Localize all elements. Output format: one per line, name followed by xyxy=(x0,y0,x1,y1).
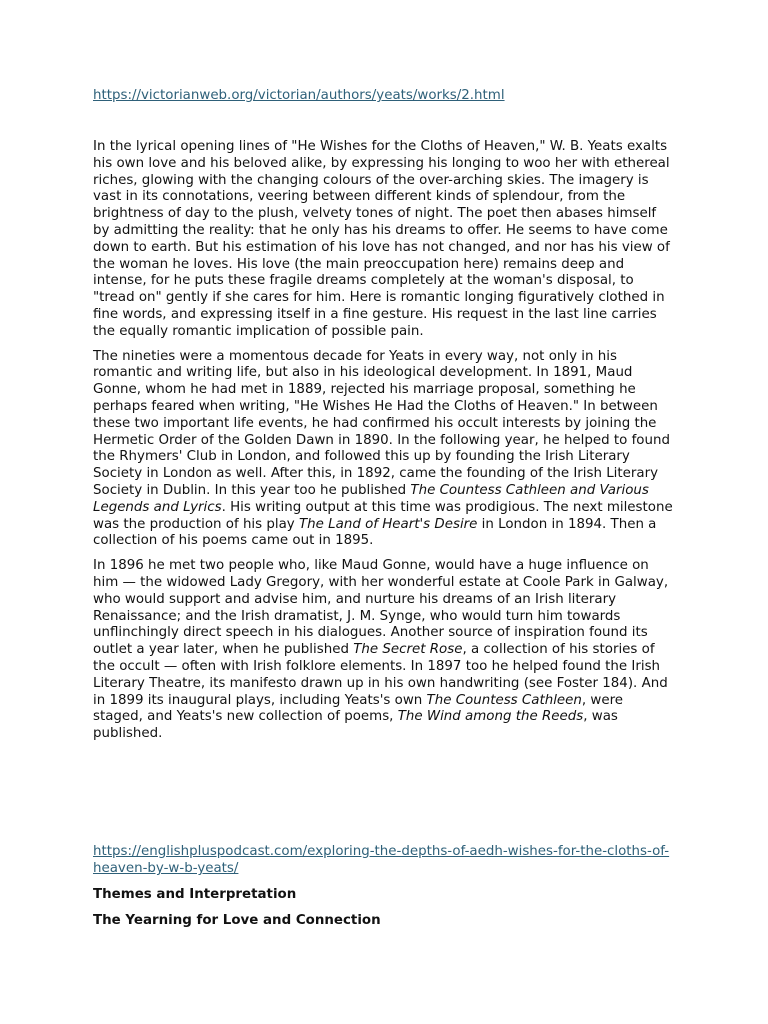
paragraph-3 xyxy=(93,558,675,743)
italic-title: The Countess Cathleen xyxy=(426,692,582,708)
text-run: In 1896 he met two people who, like Maud Gonne, would have a huge influence on him — the widowed Lady Gregory, with her wonderful estate at Coole Park in Galway, who would support and advise him, and nurture his dreams of an Irish literary Renaissance; and the Irish dramatist, J. M. Synge, who would turn him towards unflinchingly direct speech in his dialogues. Another source of inspiration found its outlet a year later, when he published xyxy=(93,558,669,658)
text-run: , a collection of his stories of the occult — often with Irish folklore elements. In 1897 too he helped found the Irish Literary Theatre, its manifesto drawn up in his own handwriting (see Foster 184). And in 1899 its inaugural plays, including Yeats's own xyxy=(93,642,668,708)
heading-yearning: The Yearning for Love and Connection xyxy=(93,913,381,928)
paragraph-1 xyxy=(93,139,675,341)
text-run: . His writing output at this time was prodigious. The next milestone was the production of his play xyxy=(93,499,673,532)
text-run: The nineties were a momentous decade for Yeats in every way, not only in his romantic and writing life, but also in his ideological development. In 1891, Maud Gonne, whom he had met in 1889, rejected his marriage proposal, something he perhaps feared when writing, "He Wishes He Had the Cloths of Heaven." In between these two important life events, he had confirmed his occult interests by joining the Hermetic Order of the Golden Dawn in 1890. In the following year, he helped to found the Rhymers' Club in London, and followed this up by founding the Irish Literary Society in London as well. After this, in 1892, came the founding of the Irish Literary Society in Dublin. In this year too he published xyxy=(93,348,670,498)
text-run: , were staged, and Yeats's new collection of poems, xyxy=(93,692,624,725)
heading-themes: Themes and Interpretation xyxy=(93,887,297,902)
italic-title: The Secret Rose xyxy=(353,642,463,658)
source-link-englishpluspodcast[interactable]: https://englishpluspodcast.com/exploring-the-depths-of-aedh-wishes-for-the-cloths-of-heaven-by-w-b-yeats/ xyxy=(93,844,670,876)
paragraph-2 xyxy=(93,349,675,551)
italic-title: The Land of Heart's Desire xyxy=(299,516,478,532)
source-link-victorianweb[interactable]: https://victorianweb.org/victorian/authors/yeats/works/2.html xyxy=(93,88,505,103)
article-body xyxy=(93,139,675,751)
italic-title: The Wind among the Reeds xyxy=(397,709,584,725)
text-run: , was published. xyxy=(93,709,618,742)
text-run: In the lyrical opening lines of "He Wishes for the Cloths of Heaven," W. B. Yeats exalts his own love and his beloved alike, by expressing his longing to woo her with ethereal riches, glowing with the changing colours of the over-arching skies. The imagery is vast in its connotations, veering between different kinds of splendour, from the brightness of day to the plush, velvety tones of night. The poet then abases himself by admitting the reality: that he only has his dreams to offer. He seems to have come down to earth. But his estimation of his love has not changed, and nor has his view of the woman he loves. His love (the main preoccupation here) remains deep and intense, for he puts these fragile dreams completely at the woman's disposal, to "tread on" gently if she cares for him. Here is romantic longing figuratively clothed in fine words, and expressing itself in a fine gesture. His request in the last line carries the equally romantic implication of possible pain. xyxy=(93,139,670,339)
italic-title: The Countess Cathleen and Various Legends and Lyrics xyxy=(93,482,649,515)
text-run: in London in 1894. Then a collection of his poems came out in 1895. xyxy=(93,516,657,549)
